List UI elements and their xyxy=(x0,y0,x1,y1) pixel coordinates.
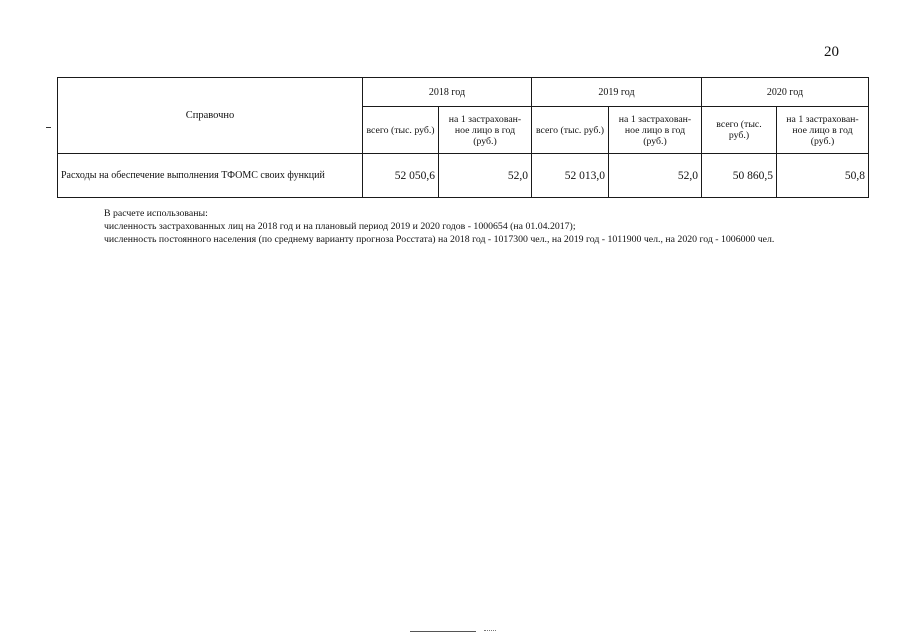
year-header-2020: 2020 год xyxy=(702,78,869,107)
expenses-table xyxy=(57,77,869,198)
notes-insured-count: численность застрахованных лиц на 2018 год и на плановый период 2019 и 2020 годов - 1000654 (на 01.04.2017); xyxy=(104,221,576,232)
subheader-total-2020: всего (тыс. руб.) xyxy=(702,107,777,154)
value-total-2019: 52 013,0 xyxy=(532,154,609,198)
year-header-2019: 2019 год xyxy=(532,78,702,107)
notes-heading: В расчете использованы: xyxy=(104,208,208,219)
margin-mark xyxy=(46,127,51,128)
subheader-per-person-2019: на 1 застрахован-ное лицо в год (руб.) xyxy=(609,107,702,154)
year-header-2018: 2018 год xyxy=(363,78,532,107)
value-per-person-2018: 52,0 xyxy=(439,154,532,198)
notes-population-count: численность постоянного населения (по среднему варианту прогноза Росстата) на 2018 год - 1017300 чел., на 2019 год - 1011900 чел., на 2020 год - 1006000 чел. xyxy=(104,234,775,245)
subheader-total-2018: всего (тыс. руб.) xyxy=(363,107,439,154)
notes-block xyxy=(104,207,774,246)
table-row xyxy=(58,154,869,198)
subheader-per-person-2020: на 1 застрахован-ное лицо в год (руб.) xyxy=(777,107,869,154)
value-per-person-2020: 50,8 xyxy=(777,154,869,198)
value-total-2018: 52 050,6 xyxy=(363,154,439,198)
page-number: 20 xyxy=(824,44,839,60)
reference-header: Справочно xyxy=(58,78,363,154)
subheader-per-person-2018: на 1 застрахован-ное лицо в год (руб.) xyxy=(439,107,532,154)
row-label: Расходы на обеспечение выполнения ТФОМС своих функций xyxy=(58,154,363,198)
footer-dots xyxy=(484,630,496,632)
table-header-row-years xyxy=(58,78,869,107)
value-per-person-2019: 52,0 xyxy=(609,154,702,198)
subheader-total-2019: всего (тыс. руб.) xyxy=(532,107,609,154)
footer-divider xyxy=(410,631,476,632)
value-total-2020: 50 860,5 xyxy=(702,154,777,198)
